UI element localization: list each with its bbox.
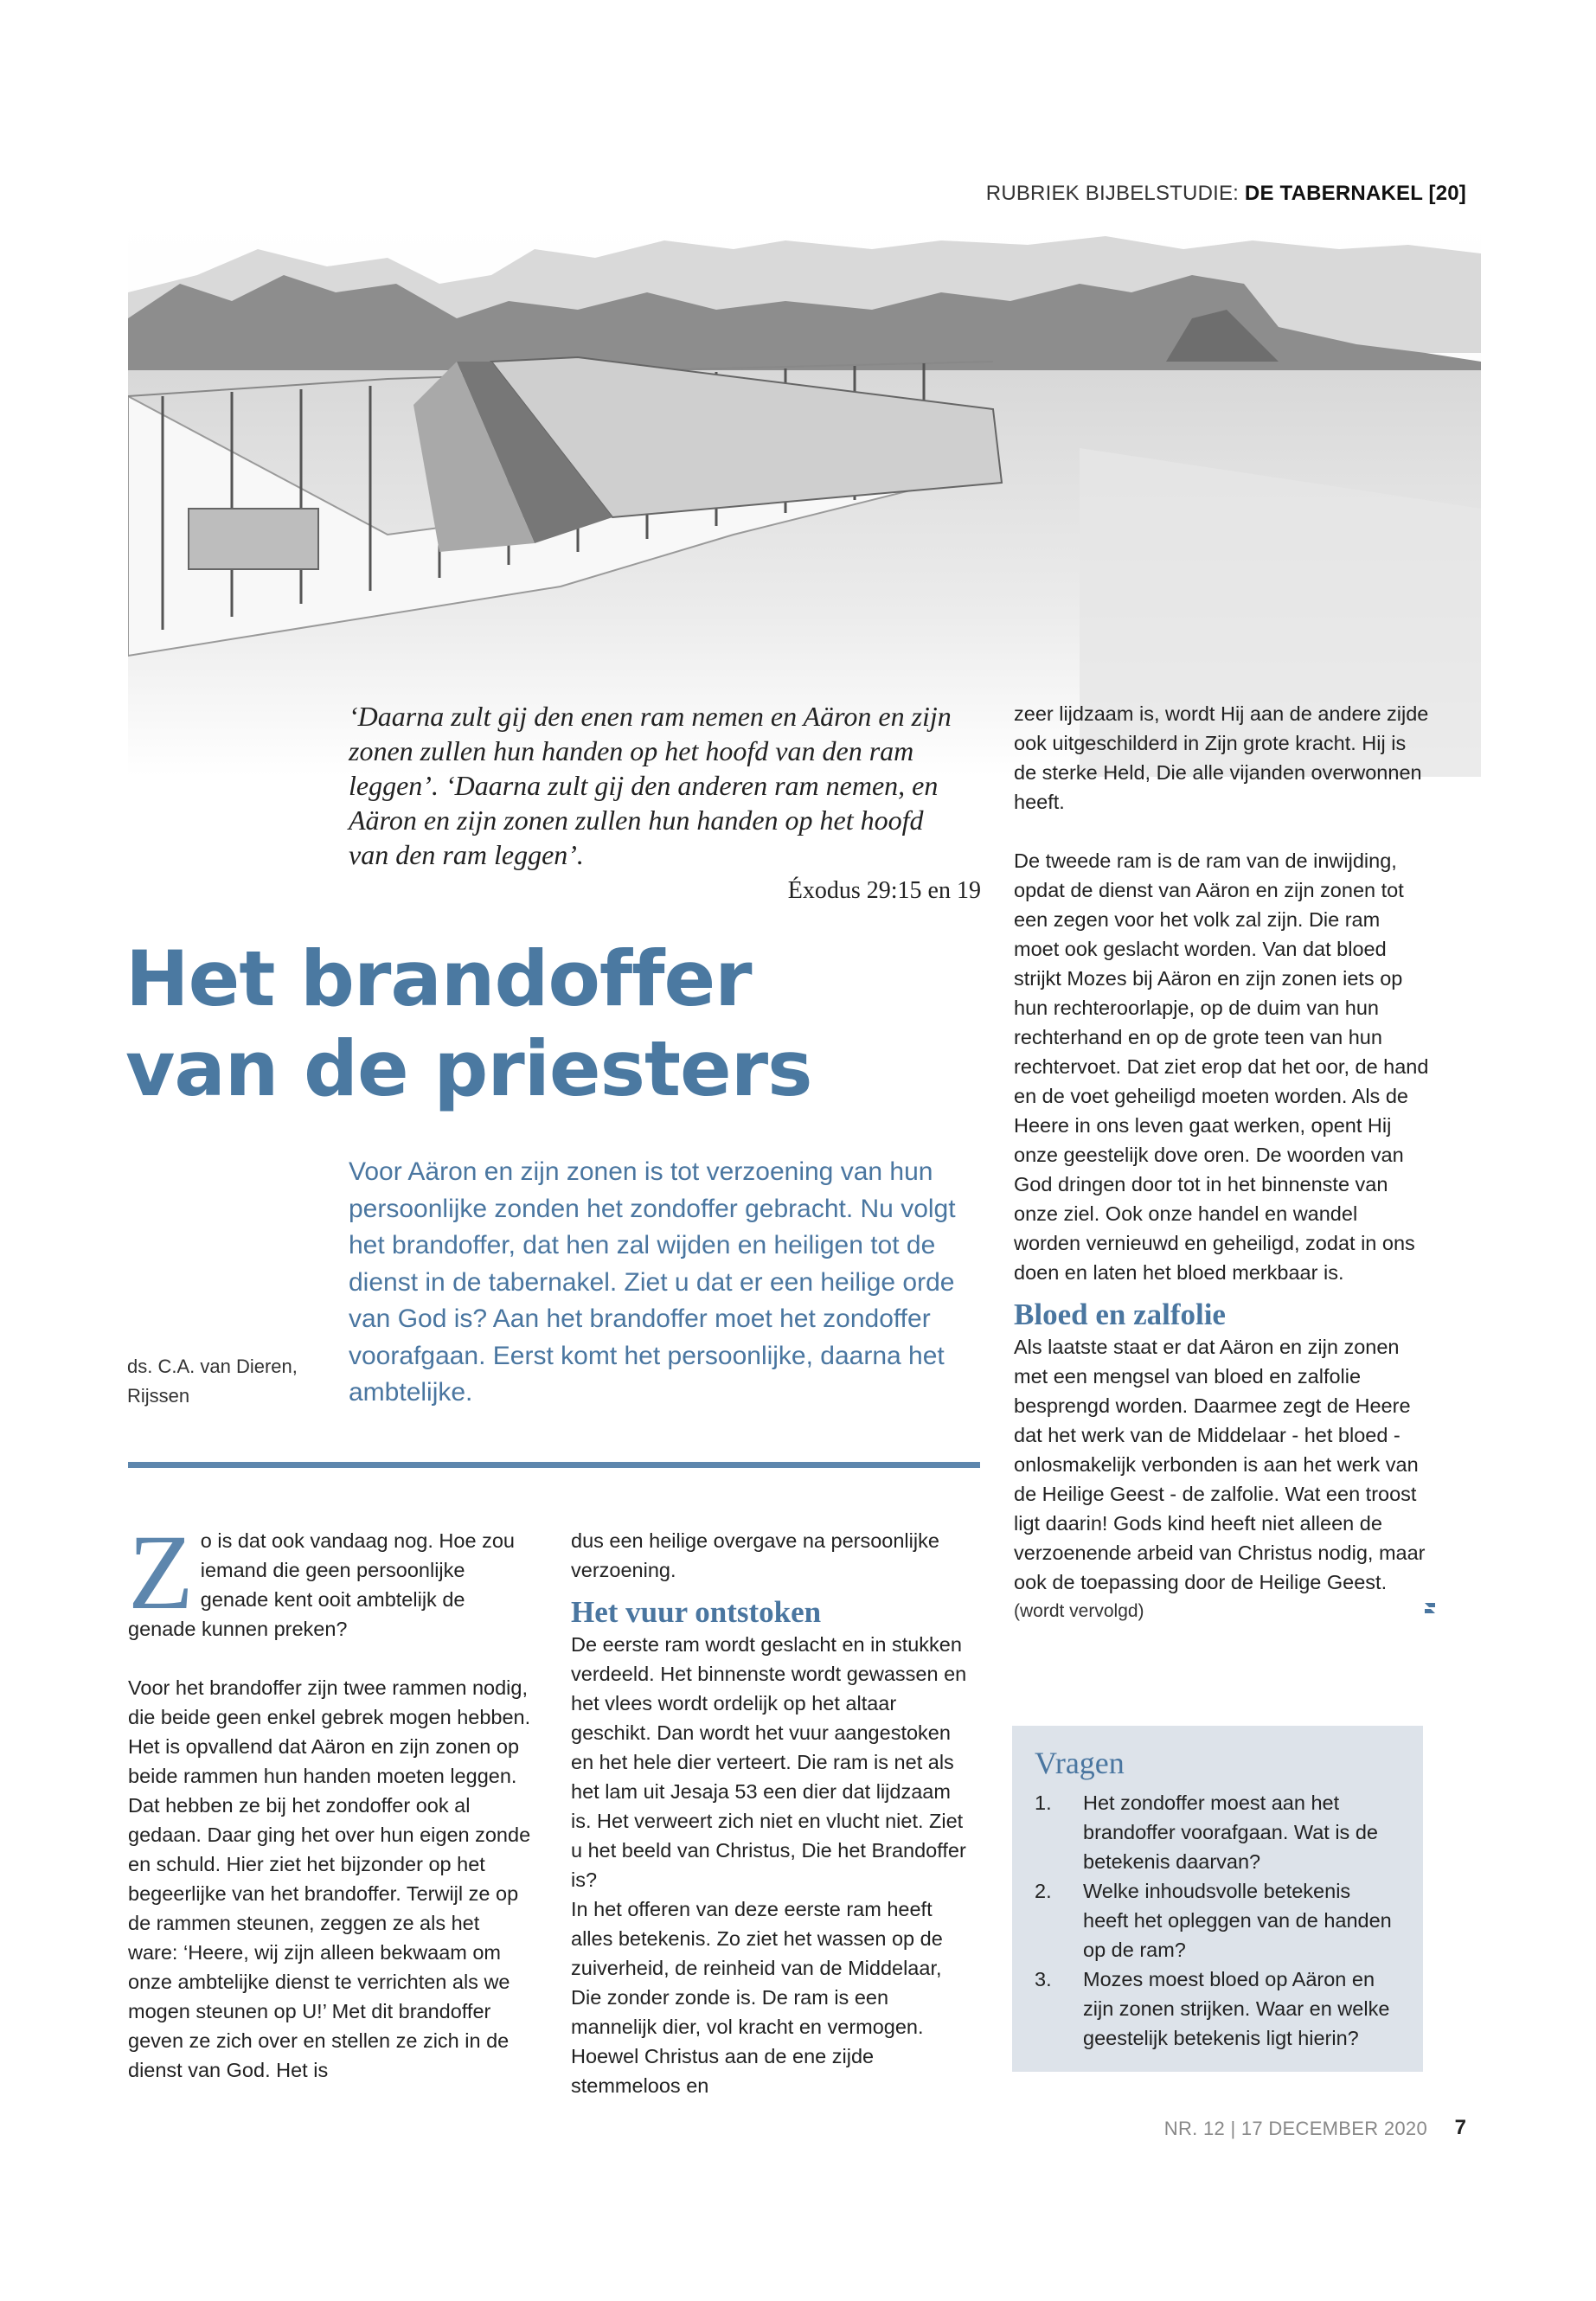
issue-info: NR. 12 | 17 DECEMBER 2020 (1163, 2118, 1427, 2139)
article-title-line-1: Het brandoffer (125, 934, 752, 1023)
body-paragraph: dus een heilige overgave na persoonlijke verzoening. (571, 1529, 939, 1581)
article-title-line-2: van de priesters (125, 1024, 812, 1113)
body-column-1 (128, 1513, 535, 2114)
body-paragraph: Als laatste staat er dat Aäron en zijn zonen met een mengsel van bloed en zalfolie besprengd worden. Daarmee zegt de Heere dat het werk van de Middelaar - het bloed - onlosmakelijk verbonden is aan het werk van de Heilige Geest - de zalfolie. Wat een troost ligt daarin! Gods kind heeft niet alleen de verzoenende arbeid van Christus nodig, maar ook de toepassing door de Heilige Geest. (1014, 1336, 1426, 1593)
question-text: Welke inhoudsvolle betekenis heeft het opleggen van de handen op de ram? (1083, 1880, 1392, 1961)
questions-list (1035, 1788, 1398, 2053)
author-name: ds. C.A. van Dieren, (127, 1356, 298, 1377)
scripture-quote: ‘Daarna zult gij den enen ram nemen en Aäron en zijn zonen zullen hun handen op het hoofd van den ram leggen’. ‘Daarna zult gij den anderen ram nemen, en Aäron en zijn zonen zullen hun handen op het hoofd van den ram leggen’. (349, 701, 952, 870)
body-column-2 (571, 1526, 969, 2130)
continued-note-text: (wordt vervolgd) (1014, 1601, 1144, 1621)
tabernacle-photo (128, 223, 1481, 777)
question-item (1035, 1876, 1398, 1965)
subheading-bloed: Bloed en zalfolie (1014, 1298, 1226, 1331)
divider-rule (128, 1462, 980, 1468)
page-number: 7 (1454, 2116, 1466, 2139)
question-number: 1. (1035, 1791, 1052, 1814)
questions-title: Vragen (1035, 1746, 1125, 1780)
author-credit (127, 1352, 326, 1411)
question-item (1035, 1788, 1398, 1876)
body-paragraph: De eerste ram wordt geslacht en in stukken verdeeld. Het binnenste wordt gewassen en het vlees wordt ordelijk op het altaar geschikt. Dan wordt het vuur aangestoken en het hele dier verteert. Die ram is net als het lam uit Jesaja 53 een dier dat lijdzaam is. Het verweert zich niet en vlucht niet. Ziet u het beeld van Christus, Die het Brandoffer is? (571, 1633, 967, 1891)
question-number: 2. (1035, 1880, 1052, 1902)
subheading-vuur: Het vuur ontstoken (571, 1595, 822, 1629)
question-item (1035, 1965, 1398, 2053)
body-paragraph: zeer lijdzaam is, wordt Hij aan de andere zijde ook uitgeschilderd in Zijn grote kracht. Hij is de sterke Held, Die alle vijanden overwonnen heeft. (1014, 702, 1429, 813)
body-text: o is dat ook vandaag nog. Hoe zou iemand die geen persoonlijke genade kent ooit ambtelijk de genade kunnen preken? (128, 1529, 515, 1640)
questions-box (1012, 1726, 1423, 2072)
section-header-title: DE TABERNAKEL [20] (1244, 182, 1466, 205)
body-paragraph: In het offeren van deze eerste ram heeft alles betekenis. Zo ziet het wassen op de zuiverheid, de reinheid van de Middelaar, Die zonder zonde is. De ram is een mannelijk dier, vol kracht en vermogen. Hoewel Christus aan de ene zijde stemmeloos en (571, 1898, 943, 2097)
question-text: Het zondoffer moest aan het brandoffer voorafgaan. Wat is de betekenis daarvan? (1083, 1791, 1378, 1873)
lead-paragraph: Voor Aäron en zijn zonen is tot verzoening van hun persoonlijke zonden het zondoffer gebracht. Nu volgt het brandoffer, dat hen zal wijden en heiligen tot de dienst in de tabernakel. Ziet u dat er een heilige orde van God is? Aan het brandoffer moet het zondoffer voorafgaan. Eerst komt het persoonlijke, daarna het ambtelijke. (349, 1157, 956, 1407)
article-title (125, 934, 817, 1114)
body-paragraph: De tweede ram is de ram van de inwijding, opdat de dienst van Aäron en zijn zonen tot een zegen voor het volk zal zijn. Die ram moet ook geslacht worden. Van dat bloed strijkt Mozes bij Aäron en zijn zonen iets op hun rechteroorlapje, op de duim van hun rechterhand en op de grote teen van hun rechtervoet. Dat ziet erop dat het oor, de hand en de voet geheiligd moeten worden. Als de Heere in ons leven gaat werken, opent Hij onze geestelijk dove oren. De woorden van God dringen door tot in het binnenste van onze ziel. Ook onze handel en wandel worden vernieuwd en geheiligd, zodat in ons doen en laten het bloed merkbaar is. (1014, 849, 1429, 1284)
question-number: 3. (1035, 1968, 1052, 1990)
body-paragraph: Voor het brandoffer zijn twee rammen nodig, die beide geen enkel gebrek mogen hebben. Het is opvallend dat Aäron en zijn zonen op beide rammen hun handen moeten leggen. Dat hebben ze bij het zondoffer ook al gedaan. Daar ging het over hun eigen zonde en schuld. Hier ziet het bijzonder op het begeerlijke van het brandoffer. Terwijl ze op de rammen steunen, zeggen ze als het ware: ‘Heere, wij zijn alleen bekwaam om onze ambtelijke dienst te verrichten als we mogen steunen op U!’ Met dit brandoffer geven ze zich over en stellen ze zich in de dienst van God. Het is (128, 1676, 531, 2081)
continued-note (1014, 1597, 1429, 1626)
body-column-3 (1014, 699, 1429, 1626)
section-header-prefix: RUBRIEK BIJBELSTUDIE: (985, 182, 1245, 205)
scripture-reference: Éxodus 29:15 en 19 (787, 877, 981, 904)
body-paragraph (128, 1513, 535, 1644)
question-text: Mozes moest bloed op Aäron en zijn zonen strijken. Waar en welke geestelijk betekenis ligt hierin? (1083, 1968, 1390, 2049)
end-mark-icon (1422, 1600, 1438, 1616)
author-place: Rijssen (127, 1385, 190, 1407)
drop-cap: Z (128, 1513, 194, 1631)
section-header (986, 182, 1466, 206)
